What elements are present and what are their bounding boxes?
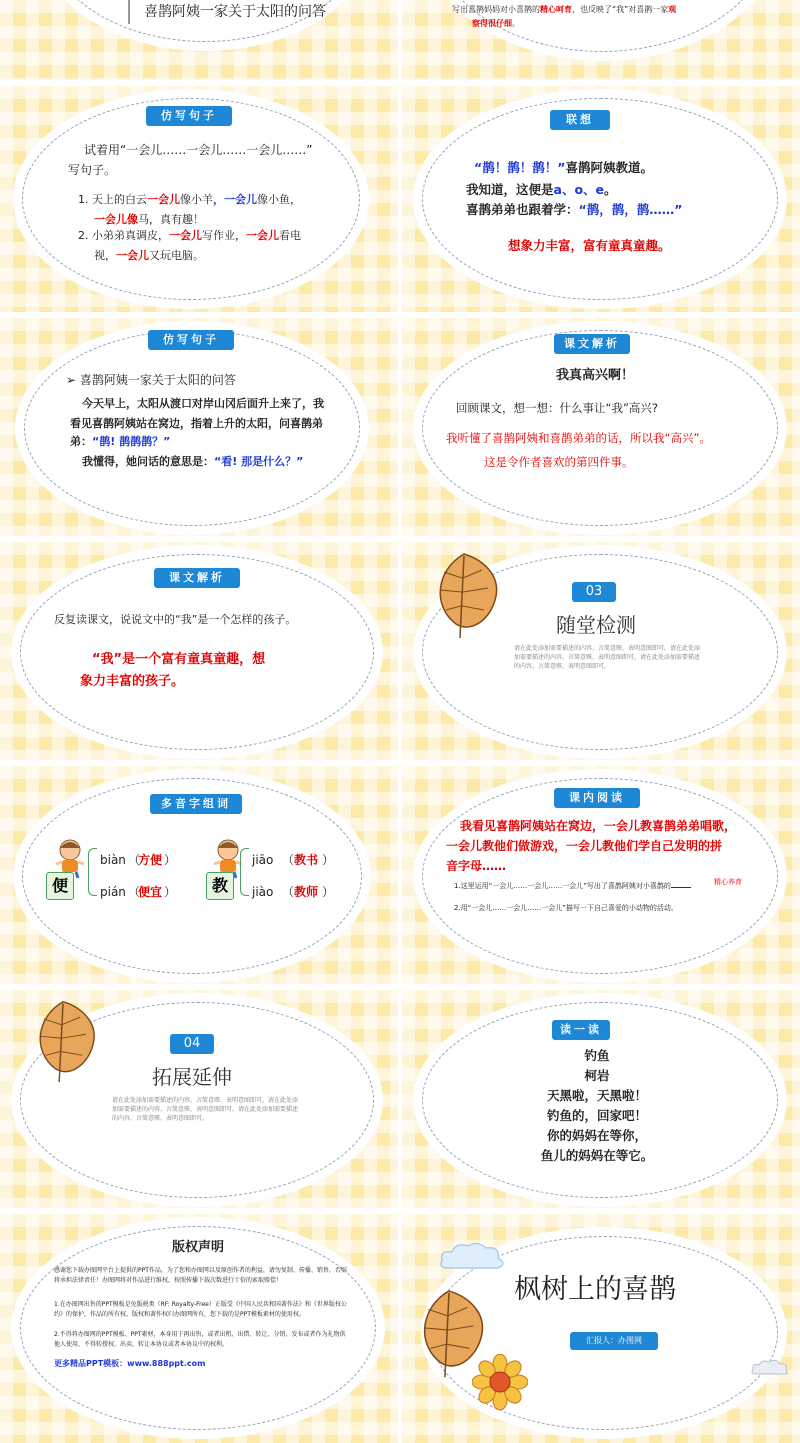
pill-label: 课文解析 xyxy=(554,334,630,354)
highlight: 一会儿 xyxy=(116,249,149,262)
word-1: 方便 xyxy=(138,853,163,867)
paren-l: （ xyxy=(128,885,141,899)
slide-2-line-1 xyxy=(452,3,676,17)
paren-r: ） xyxy=(322,885,335,899)
highlight: 观 xyxy=(668,5,677,14)
highlight: 一会儿 xyxy=(169,229,202,242)
highlight: “鹊！鹊！鹊！” xyxy=(474,160,566,175)
answer-blank xyxy=(671,887,691,888)
character: 便 xyxy=(51,876,68,895)
highlight: “鹊，鹊，鹊……” xyxy=(578,202,683,217)
answer-1: 我听懂了喜鹊阿姨和喜鹊弟弟的话，所以我“高兴”。 xyxy=(446,431,711,445)
pill-label: 仿写句子 xyxy=(146,106,232,126)
word-4: 教师 xyxy=(294,885,319,899)
text: 弟： xyxy=(70,435,92,448)
text: 我懂得，她问话的意思是： xyxy=(82,455,214,468)
text: 视， xyxy=(94,249,116,262)
item-1 xyxy=(78,190,348,210)
reporter-badge xyxy=(570,1332,658,1350)
section-title: 随堂检测 xyxy=(556,613,636,637)
question: 回顾课文，想一想：什么事让“我”高兴? xyxy=(456,401,659,415)
brace xyxy=(88,848,97,896)
highlight: 精心呵育 xyxy=(540,5,572,14)
poem-line: 柯岩 xyxy=(584,1068,610,1083)
pinyin-3: jiāo xyxy=(252,853,274,867)
word-3: 教书 xyxy=(294,853,319,867)
text: ，也反映了“我”对喜鹊一家 xyxy=(572,5,669,14)
text: 像小鱼， xyxy=(257,193,301,206)
text: 。 xyxy=(512,19,520,28)
paren-r: ） xyxy=(164,853,177,867)
text: 1.这里运用“一会儿……一会儿……一会儿”写出了喜鹊阿姨对小喜鹊的 xyxy=(454,882,671,890)
para-line-4 xyxy=(82,452,303,472)
pill-label: 读一读 xyxy=(552,1020,610,1040)
reading-3: 音字母…… xyxy=(446,859,507,873)
slide-6-title: 我真高兴啊！ xyxy=(556,368,635,383)
highlight: a、o、e xyxy=(553,182,605,197)
slide-14[interactable] xyxy=(402,1214,800,1443)
para-line-1: 今天早上，太阳从渡口对岸山冈后面升上来了，我 xyxy=(82,397,324,410)
poem-line: 天黑啦，天黑啦！ xyxy=(546,1088,647,1103)
highlight: 察得很仔细 xyxy=(472,19,512,28)
slide-8[interactable] xyxy=(402,542,800,760)
num: 1. xyxy=(78,193,89,206)
paren-l: （ xyxy=(282,853,295,867)
question-1 xyxy=(454,880,691,892)
item-2-cont xyxy=(94,246,204,266)
line-1 xyxy=(474,158,653,178)
text: 小弟弟真调皮， xyxy=(92,229,169,242)
answer-2: 象力丰富的孩子。 xyxy=(80,674,185,689)
text: 。 xyxy=(604,182,617,197)
bullet-line xyxy=(66,370,236,390)
copyright-title: 版权声明 xyxy=(172,1240,225,1255)
desc-3: 的内容、言简意赅、表明意图即可。 xyxy=(514,663,611,670)
paren-r: ） xyxy=(164,885,177,899)
pill-label: 课内阅读 xyxy=(554,788,640,808)
copyright-p1: 感谢您下载办图网平台上提供的PPT作品，为了您和办图网以及原创作者的利益，请勿复制、传播、销售，否则将承担法律责任！办图网将对作品进行维权，按照传播下载次数进行十倍的索取赔偿！ xyxy=(54,1267,347,1284)
section-title: 拓展延伸 xyxy=(152,1065,232,1089)
character: 教 xyxy=(211,876,228,895)
more-templates-link[interactable]: 更多精品PPT模板：www.888ppt.com xyxy=(54,1359,206,1368)
reading-2: 一会儿教他们做游戏，一会儿教他们学自己发明的拼 xyxy=(446,839,723,853)
section-number: 03 xyxy=(572,582,616,602)
desc-1: 请在此处添加需要描述的内容、言简意赅、表明意图即可。请在此处添 xyxy=(112,1097,299,1104)
text: 我知道，这便是 xyxy=(466,182,554,197)
intro-line-1: 试着用“一会儿……一会儿……一会儿……” xyxy=(84,143,313,157)
desc-2: 加需要描述的内容、言简意赅、表明意图即可。请在此处添加需要描述 xyxy=(112,1106,299,1113)
question-2: 2.用“一会儿……一会儿……一会儿”描写一下自己喜爱的小动物的活动。 xyxy=(454,904,678,912)
highlight: 一会儿像 xyxy=(94,213,138,226)
desc-2: 加需要描述的内容、言简意赅、表明意图即可。请在此处添加需要描述 xyxy=(514,654,701,661)
text: 喜鹊阿姨一家关于太阳的问答 xyxy=(79,373,236,387)
slide-10[interactable] xyxy=(402,766,800,984)
slide-9[interactable] xyxy=(0,766,398,984)
slide-1-heading: 喜鹊阿姨一家关于太阳的问答 xyxy=(144,4,326,20)
reporter-text: 汇报人：办图网 xyxy=(586,1336,642,1345)
arrow-icon: ➢ xyxy=(66,373,77,387)
pinyin-2: pián xyxy=(100,885,126,899)
cloud-icon xyxy=(438,1240,508,1274)
text: 又玩电脑。 xyxy=(149,249,204,262)
answer-1: “我”是一个富有童真童趣，想 xyxy=(92,652,266,667)
text: 喜鹊弟弟也跟着学： xyxy=(466,202,579,217)
copyright-p3: 2.不得将办图网的PPT模板、PPT素材，本身用于再出售，或者出租、出借、转让、分销、发布或者作为礼物供他人使用，不得转授权、出卖、转让本协议或者本协议中的权利。 xyxy=(54,1331,346,1348)
pinyin-1: biàn xyxy=(100,853,126,867)
text: 天上的白云 xyxy=(92,193,147,206)
text: 喜鹊阿姨教道。 xyxy=(565,160,653,175)
paren-l: （ xyxy=(128,853,141,867)
slide-2-line-2 xyxy=(472,17,520,31)
line-2 xyxy=(466,180,617,200)
poem-line: 鱼儿的妈妈在等它。 xyxy=(540,1148,654,1163)
item-2 xyxy=(78,226,358,246)
highlight: ，一会儿 xyxy=(213,193,257,206)
poem-line: 钓鱼的，回家吧！ xyxy=(546,1108,647,1123)
leaf-icon xyxy=(26,996,100,1084)
highlight: 一会儿 xyxy=(246,229,279,242)
poem-line: 钓鱼 xyxy=(584,1048,610,1063)
slide-3[interactable] xyxy=(0,86,398,312)
desc-3: 的内容、言简意赅、表明意图即可。 xyxy=(112,1115,209,1122)
highlight: “鹊! 鹊鹊鹊？” xyxy=(92,435,171,448)
text: 马，真有趣！ xyxy=(138,213,204,226)
flower-icon xyxy=(472,1354,528,1410)
slide-12[interactable] xyxy=(402,990,800,1208)
char-box xyxy=(206,872,234,900)
pill-label: 课文解析 xyxy=(154,568,240,588)
char-box xyxy=(46,872,74,900)
text: 像小羊 xyxy=(180,193,213,206)
text: 看电 xyxy=(279,229,301,242)
slide-7[interactable] xyxy=(0,542,398,760)
cloud-icon xyxy=(750,1358,790,1378)
slide-13[interactable] xyxy=(0,1214,398,1443)
pill-label: 联想 xyxy=(550,110,610,130)
highlight: “看! 那是什么？” xyxy=(214,455,304,468)
question: 反复读课文，说说文中的“我”是一个怎样的孩子。 xyxy=(54,613,297,626)
pill-label: 多音字组词 xyxy=(150,794,242,814)
slide-5[interactable] xyxy=(0,318,398,536)
slide-2[interactable] xyxy=(402,0,800,80)
slide-6[interactable] xyxy=(402,318,800,536)
copyright-p2: 1.在办图网出售的PPT模板是免版税类（RF: Royalty-Free）正版受《中国人民共和国著作法》和《世界版权公约》的保护，作品的所有权、版权和著作权归办图网所有，您下载的是PPT模板素材的使用权。 xyxy=(54,1301,347,1318)
slide-1[interactable] xyxy=(0,0,398,80)
intro-line-2: 写句子。 xyxy=(68,163,117,177)
pinyin-4: jiào xyxy=(252,885,274,899)
presentation-title: 枫树上的喜鹊 xyxy=(514,1274,676,1305)
poem-line: 你的妈妈在等你， xyxy=(546,1128,647,1143)
pill-label: 仿写句子 xyxy=(148,330,234,350)
divider-line xyxy=(128,0,130,24)
num: 2. xyxy=(78,229,89,242)
para-line-2: 看见喜鹊阿姨站在窝边，指着上升的太阳，问喜鹊弟 xyxy=(70,417,323,430)
slide-11[interactable] xyxy=(0,990,398,1208)
section-number: 04 xyxy=(170,1034,214,1054)
highlight: 一会儿 xyxy=(147,193,180,206)
q1-answer: 精心养育 xyxy=(714,878,742,886)
desc-1: 请在此处添加需要描述的内容、言简意赅、表明意图即可。请在此处添 xyxy=(514,645,701,652)
text: 写出喜鹊妈妈对小喜鹊的 xyxy=(452,5,540,14)
slide-4[interactable] xyxy=(402,86,800,312)
reading-1: 我看见喜鹊阿姨站在窝边，一会儿教喜鹊弟弟唱歌， xyxy=(460,819,737,833)
para-line-3 xyxy=(70,432,170,452)
poem xyxy=(502,1046,692,1166)
line-3 xyxy=(466,200,682,220)
text: 写作业， xyxy=(202,229,246,242)
word-2: 便宜 xyxy=(138,885,163,899)
conclusion: 想象力丰富，富有童真童趣。 xyxy=(508,238,671,253)
paren-l: （ xyxy=(282,885,295,899)
brace xyxy=(240,848,249,896)
leaf-icon xyxy=(426,548,502,640)
paren-r: ） xyxy=(322,853,335,867)
answer-2: 这是令作者喜欢的第四件事。 xyxy=(484,455,634,469)
